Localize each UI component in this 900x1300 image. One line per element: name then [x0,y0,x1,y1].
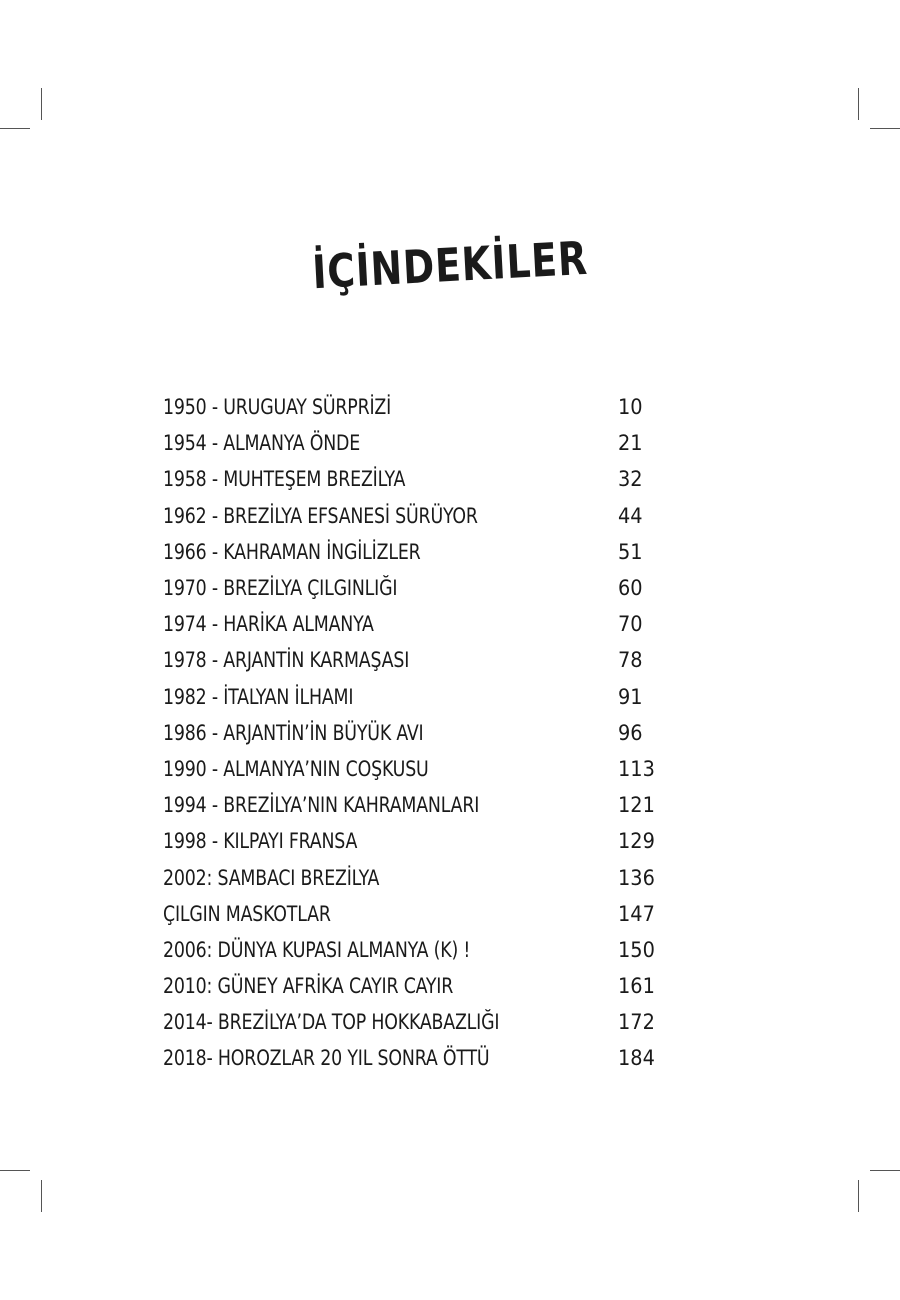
toc-entry [163,859,683,895]
toc-entry [163,751,683,787]
toc-entry-title: 1966 - KAHRAMAN İNGİLİZLER [163,539,421,564]
toc-entry-title: 1982 - İTALYAN İLHAMI [163,684,354,709]
toc-entry-title: 1990 - ALMANYA’NIN COŞKUSU [163,756,429,781]
toc-entry [163,461,683,497]
toc-entry-title: 1950 - URUGUAY SÜRPRİZİ [163,395,392,420]
toc-entry-page-number: 161 [618,974,655,999]
page-title-container [0,230,900,300]
crop-mark-bottom-left-horizontal [0,1170,30,1171]
toc-entry-page-number: 60 [618,576,643,601]
toc-entry-title: 1994 - BREZİLYA’NIN KAHRAMANLARI [163,793,480,818]
toc-entry-title: 2014- BREZİLYA’DA TOP HOKKABAZLIĞI [163,1010,500,1035]
toc-entry [163,642,683,678]
toc-entry [163,534,683,570]
toc-entry-page-number: 10 [618,395,643,420]
toc-entry-title: ÇILGIN MASKOTLAR [163,901,331,926]
toc-entry [163,570,683,606]
toc-entry [163,715,683,751]
crop-mark-bottom-right-horizontal [870,1170,900,1171]
toc-entry-title: 2006: DÜNYA KUPASI ALMANYA (K) ! [163,937,471,962]
toc-entry-page-number: 78 [618,648,643,673]
toc-entry-page-number: 172 [618,1010,655,1035]
toc-entry-page-number: 70 [618,612,643,637]
toc-entry-page-number: 44 [618,503,643,528]
toc-entry-page-number: 147 [618,901,655,926]
toc-entry-page-number: 184 [618,1046,655,1071]
crop-mark-top-left-horizontal [0,128,30,129]
toc-entry-title: 2018- HOROZLAR 20 YIL SONRA ÖTTÜ [163,1046,490,1071]
toc-entry [163,823,683,859]
toc-entry-page-number: 96 [618,720,643,745]
toc-entry-title: 2010: GÜNEY AFRİKA CAYIR CAYIR [163,974,454,999]
toc-entry [163,606,683,642]
page-title: İÇİNDEKİLER [311,230,589,300]
toc-entry-title: 1970 - BREZİLYA ÇILGINLIĞI [163,576,398,601]
toc-entry-title: 1978 - ARJANTİN KARMAŞASI [163,648,410,673]
crop-mark-top-right-vertical [858,88,859,120]
crop-mark-top-right-horizontal [870,128,900,129]
toc-entry-page-number: 91 [618,684,643,709]
toc-entry-title: 1962 - BREZİLYA EFSANESİ SÜRÜYOR [163,503,478,528]
toc-entry [163,498,683,534]
toc-entry [163,968,683,1004]
toc-entry-page-number: 113 [618,756,655,781]
toc-entry-page-number: 32 [618,467,643,492]
toc-entry [163,896,683,932]
toc-entry-title: 1958 - MUHTEŞEM BREZİLYA [163,467,406,492]
toc-entry [163,1040,683,1076]
toc-entry-page-number: 51 [618,539,643,564]
toc-entry [163,389,683,425]
toc-entry-page-number: 121 [618,793,655,818]
crop-mark-bottom-left-vertical [41,1180,42,1212]
toc-entry-title: 1998 - KILPAYI FRANSA [163,829,358,854]
crop-mark-top-left-vertical [41,88,42,120]
toc-entry [163,932,683,968]
toc-entry-page-number: 136 [618,865,655,890]
toc-entry [163,425,683,461]
crop-mark-bottom-right-vertical [858,1180,859,1212]
toc-entry-title: 1986 - ARJANTİN’İN BÜYÜK AVI [163,720,424,745]
toc-entry-page-number: 129 [618,829,655,854]
table-of-contents [163,389,683,1077]
toc-entry-title: 2002: SAMBACI BREZİLYA [163,865,380,890]
toc-entry [163,1004,683,1040]
toc-entry [163,679,683,715]
toc-entry-page-number: 21 [618,431,643,456]
toc-entry-title: 1974 - HARİKA ALMANYA [163,612,374,637]
toc-entry-page-number: 150 [618,937,655,962]
toc-entry-title: 1954 - ALMANYA ÖNDE [163,431,361,456]
toc-entry [163,787,683,823]
